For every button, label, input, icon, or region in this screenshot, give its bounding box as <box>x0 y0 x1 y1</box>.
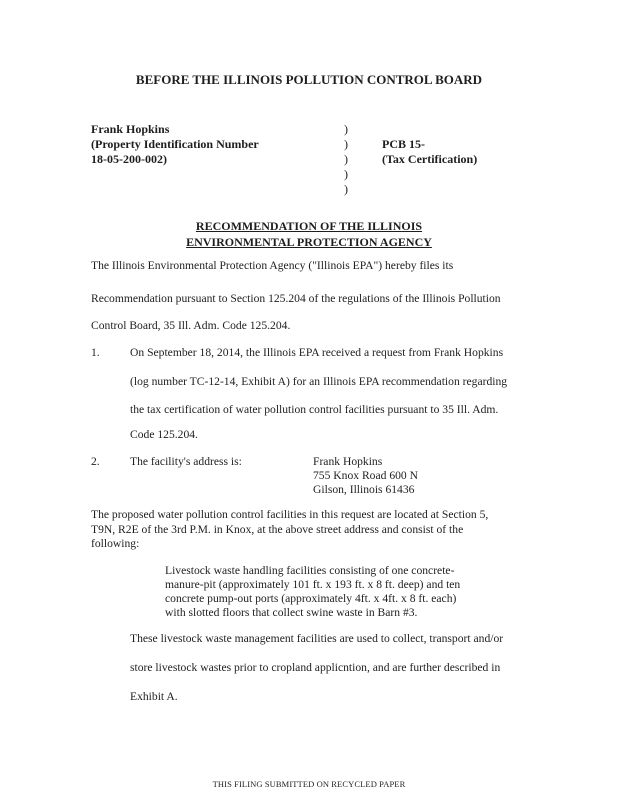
closing-line: Exhibit A. <box>130 690 178 703</box>
item-2-label: The facility's address is: <box>130 455 242 468</box>
address-line: 755 Knox Road 600 N <box>313 469 418 482</box>
intro-line: Control Board, 35 Ill. Adm. Code 125.204. <box>91 319 291 332</box>
document-title: BEFORE THE ILLINOIS POLLUTION CONTROL BOARD <box>135 72 483 87</box>
item-1-line: the tax certification of water pollution control facilities pursuant to 35 Ill. Adm. <box>130 403 499 416</box>
item-1-number: 1. <box>91 346 100 359</box>
recommendation-heading <box>0 218 618 250</box>
caption-party-line: 18-05-200-002) <box>91 152 167 166</box>
caption-paren: ) <box>344 122 348 136</box>
heading-line-2: ENVIRONMENTAL PROTECTION AGENCY <box>186 235 432 249</box>
caption-party <box>91 122 259 167</box>
caption-paren: ) <box>344 152 348 166</box>
caption-parentheses <box>344 122 348 197</box>
description-line: concrete pump-out ports (approximately 4ft. x 4ft. x 8 ft. each) <box>165 592 457 605</box>
item-2-number: 2. <box>91 455 100 468</box>
recycled-paper-footer: THIS FILING SUBMITTED ON RECYCLED PAPER <box>212 779 406 789</box>
closing-line: These livestock waste management facilities are used to collect, transport and/or <box>130 632 504 645</box>
item-1-line: On September 18, 2014, the Illinois EPA received a request from Frank Hopkins <box>130 346 504 359</box>
caption-case <box>382 137 477 167</box>
description-line: with slotted floors that collect swine waste in Barn #3. <box>165 606 418 619</box>
case-type: (Tax Certification) <box>382 152 478 166</box>
intro-line: The Illinois Environmental Protection Agency ("Illinois EPA") hereby files its <box>91 259 454 272</box>
item-1-line: Code 125.204. <box>130 428 198 441</box>
closing-line: store livestock wastes prior to cropland applicntion, and are further described in <box>130 661 501 674</box>
caption-paren: ) <box>344 137 348 151</box>
description-line: manure-pit (approximately 101 ft. x 193 ft. x 8 ft. deep) and ten <box>165 578 461 591</box>
caption-party-line: Frank Hopkins <box>91 122 170 136</box>
item-1-line: (log number TC-12-14, Exhibit A) for an Illinois EPA recommendation regarding <box>130 375 508 388</box>
caption-party-line: (Property Identification Number <box>91 137 259 151</box>
proposed-line: following: <box>91 537 140 550</box>
intro-line: Recommendation pursuant to Section 125.204 of the regulations of the Illinois Pollution <box>91 292 501 305</box>
description-line: Livestock waste handling facilities consisting of one concrete- <box>165 564 455 577</box>
proposed-line: The proposed water pollution control facilities in this request are located at Section 5, <box>91 508 489 521</box>
heading-line-1: RECOMMENDATION OF THE ILLINOIS <box>195 219 423 233</box>
address-line: Gilson, Illinois 61436 <box>313 483 415 496</box>
caption-paren: ) <box>344 167 348 181</box>
caption-paren: ) <box>344 182 348 196</box>
address-line: Frank Hopkins <box>313 455 383 468</box>
case-number: PCB 15- <box>382 137 425 151</box>
proposed-line: T9N, R2E of the 3rd P.M. in Knox, at the above street address and consist of the <box>91 523 464 536</box>
